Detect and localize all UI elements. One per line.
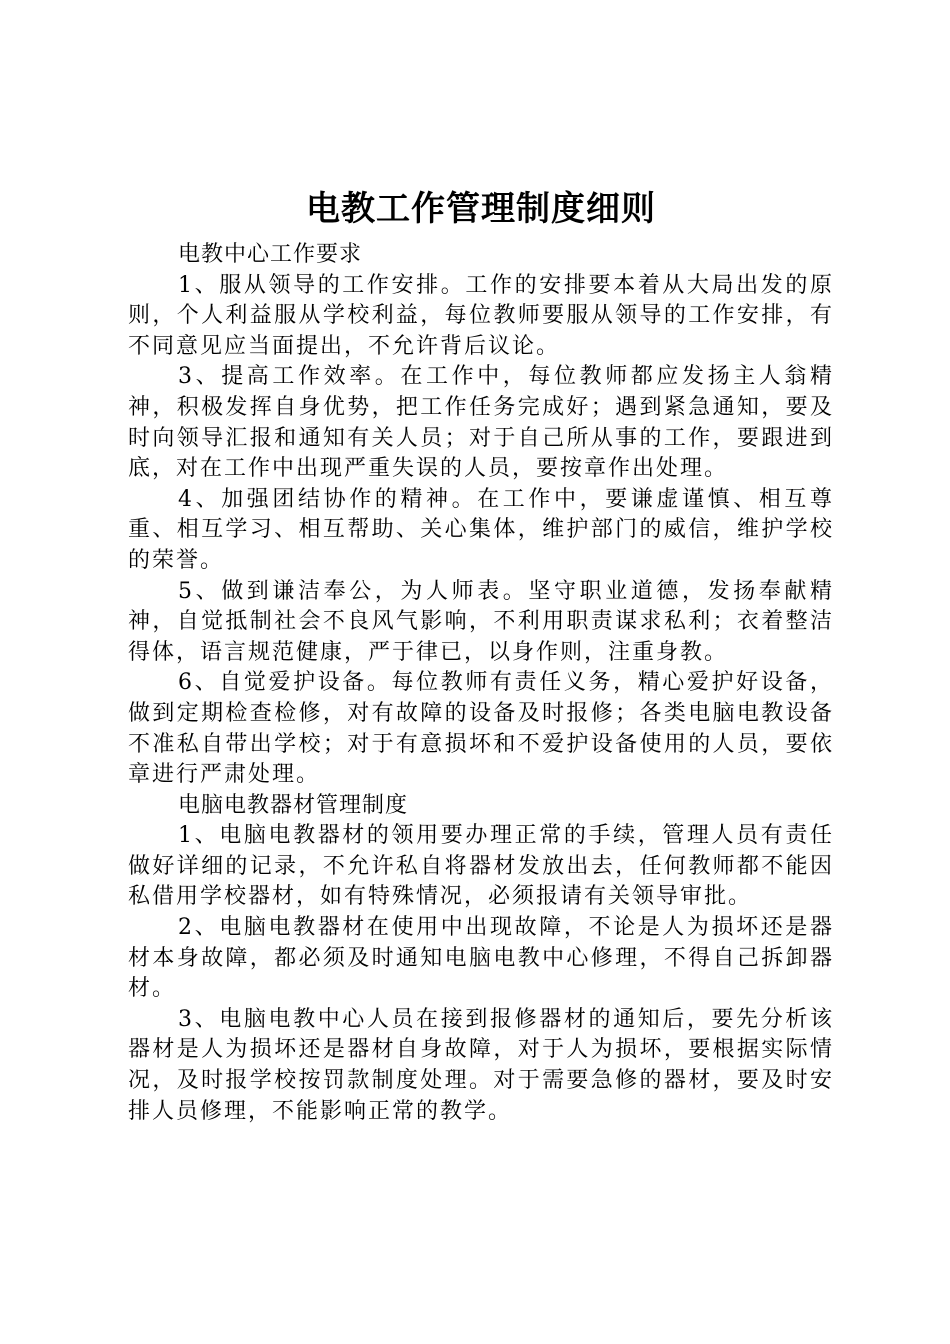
section-heading: 电脑电教器材管理制度 [178, 792, 409, 818]
paragraph: 1、服从领导的工作安排。工作的安排要本着从大局出发的原则，个人利益服从学校利益，每位教师要服从领导的工作安排，有不同意见应当面提出，不允许背后议论。 [128, 272, 834, 359]
paragraph: 5、做到谦洁奉公，为人师表。坚守职业道德，发扬奉献精神，自觉抵制社会不良风气影响，不利用职责谋求私利；衣着整洁得体，语言规范健康，严于律已，以身作则，注重身教。 [128, 578, 834, 665]
paragraph: 2、电脑电教器材在使用中出现故障，不论是人为损坏还是器材本身故障，都必须及时通知电脑电教中心修理，不得自己拆卸器材。 [128, 915, 834, 1002]
paragraph: 1、电脑电教器材的领用要办理正常的手续，管理人员有责任做好详细的记录，不允许私自将器材发放出去，任何教师都不能因私借用学校器材，如有特殊情况，必须报请有关领导审批。 [128, 823, 834, 910]
document-page [128, 182, 834, 1127]
paragraph: 6、自觉爱护设备。每位教师有责任义务，精心爱护好设备，做到定期检查检修，对有故障的设备及时报修；各类电脑电教设备不准私自带出学校；对于有意损坏和不爱护设备使用的人员，要依章进行严肃处理。 [128, 670, 834, 788]
section-center-requirements [128, 240, 834, 791]
paragraph: 3、电脑电教中心人员在接到报修器材的通知后，要先分析该器材是人为损坏还是器材自身故障，对于人为损坏，要根据实际情况，及时报学校按罚款制度处理。对于需要急修的器材，要及时安排人员修理，不能影响正常的教学。 [128, 1006, 834, 1124]
paragraph: 3、提高工作效率。在工作中，每位教师都应发扬主人翁精神，积极发挥自身优势，把工作任务完成好；遇到紧急通知，要及时向领导汇报和通知有关人员；对于自己所从事的工作，要跟进到底，对在工作中出现严重失误的人员，要按章作出处理。 [128, 364, 834, 482]
section-heading: 电教中心工作要求 [178, 242, 363, 267]
paragraph: 4、加强团结协作的精神。在工作中，要谦虚谨慎、相互尊重、相互学习、相互帮助、关心集体，维护部门的威信，维护学校的荣誉。 [128, 486, 834, 573]
document-title: 电教工作管理制度细则 [306, 189, 656, 229]
section-equipment-management [128, 791, 834, 1128]
